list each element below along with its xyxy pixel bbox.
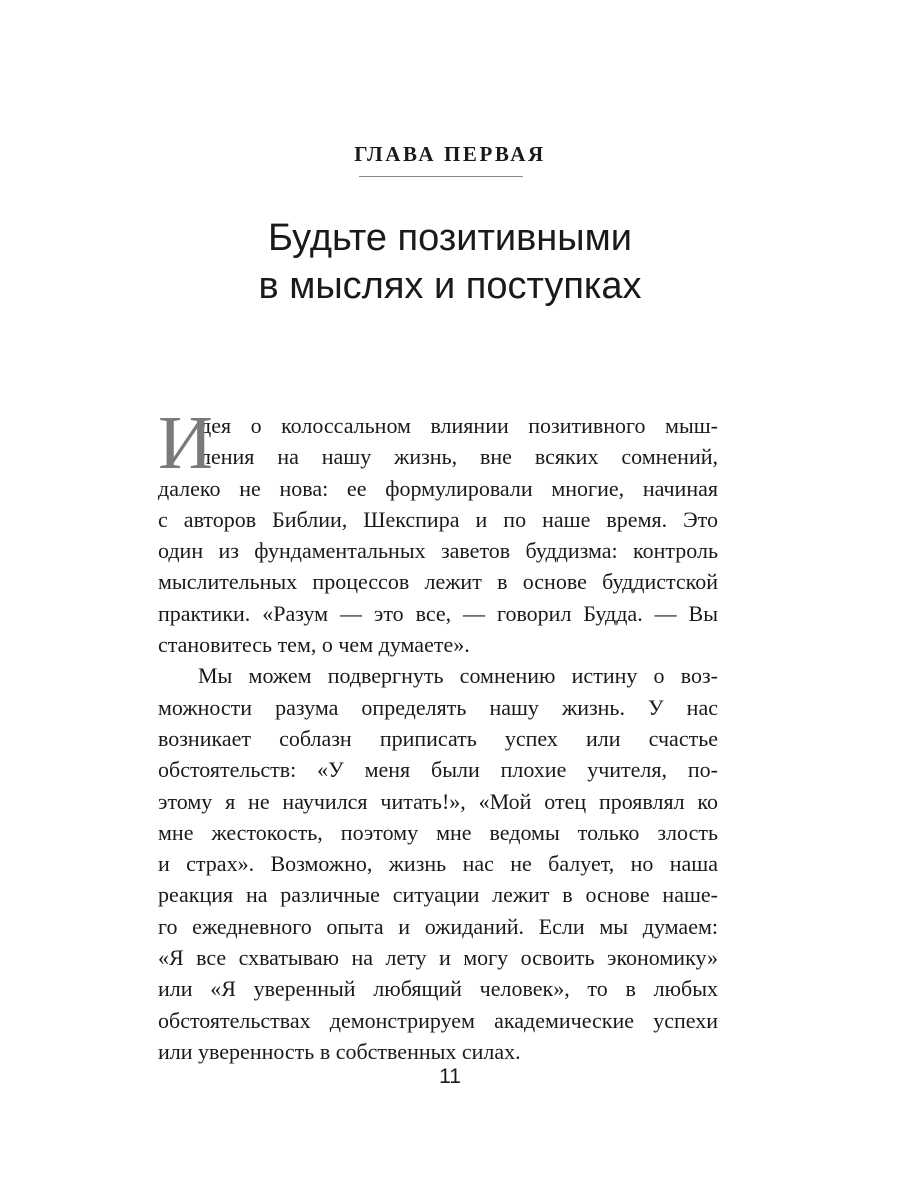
text-line: один из фундаментальных заветов буддизма: контроль	[158, 538, 718, 564]
text-line: Мы можем подвергнуть сомнению истину о воз-	[198, 663, 718, 689]
text-line: с авторов Библии, Шекспира и по наше время. Это	[158, 506, 718, 532]
chapter-title-line: в мыслях и поступках	[258, 265, 642, 307]
page-number: 11	[439, 1065, 461, 1088]
text-line: го ежедневного опыта и ожиданий. Если мы думаем:	[158, 913, 718, 939]
text-line: или «Я уверенный любящий человек», то в любых	[158, 976, 718, 1002]
paragraph-1	[158, 401, 718, 660]
body-text	[158, 401, 718, 1067]
paragraph-2	[158, 660, 718, 1067]
text-line: можности разума определять нашу жизнь. У нас	[158, 694, 718, 720]
text-line: мыслительных процессов лежит в основе буддистской	[158, 569, 718, 595]
text-line: «Я все схватываю на лету и могу освоить экономику»	[158, 945, 718, 971]
chapter-title	[0, 214, 900, 310]
text-line: возникает соблазн приписать успех или счастье	[158, 725, 718, 751]
text-line: практики. «Разум — это все, — говорил Будда. — Вы	[158, 600, 718, 626]
text-line: или уверенность в собственных силах.	[158, 1038, 521, 1064]
text-line: обстоятельствах демонстрируем академические успехи	[158, 1007, 718, 1033]
text-line: становитесь тем, о чем думаете».	[158, 632, 470, 658]
chapter-title-line: Будьте позитивными	[268, 217, 632, 259]
text-line: этому я не научился читать!», «Мой отец проявлял ко	[158, 788, 718, 814]
text-line: реакция на различные ситуации лежит в основе наше-	[158, 882, 718, 908]
text-line: и страх». Возможно, жизнь нас не балует, но наша	[158, 851, 718, 877]
text-line: дея о колоссальном влиянии позитивного мыш-	[200, 413, 718, 438]
text-line: ления на нашу жизнь, вне всяких сомнений,	[200, 444, 718, 470]
text-line: обстоятельств: «У меня были плохие учителя, по-	[158, 757, 718, 783]
chapter-label: ГЛАВА ПЕРВАЯ	[354, 142, 546, 166]
drop-cap: И	[158, 401, 213, 485]
text-line: далеко не нова: ее формулировали многие, начиная	[158, 475, 718, 501]
text-line: мне жестокость, поэтому мне ведомы только злость	[158, 819, 718, 845]
chapter-rule	[359, 176, 523, 177]
